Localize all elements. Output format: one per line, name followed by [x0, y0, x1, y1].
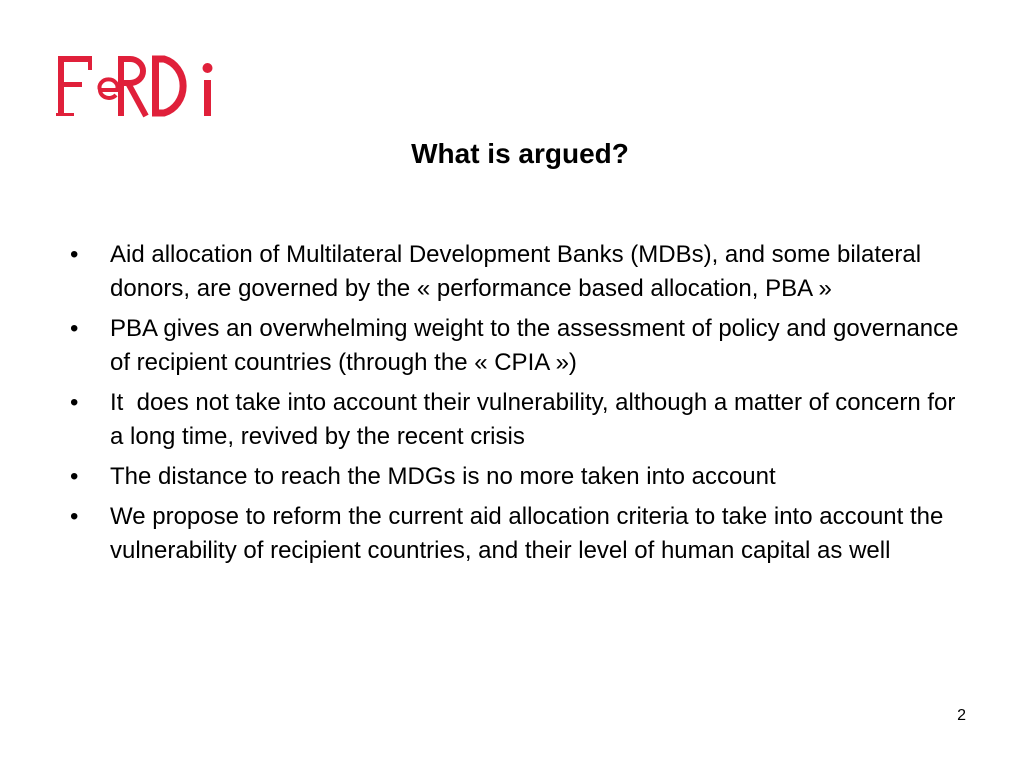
- bullet-item: [70, 312, 975, 380]
- bullet-marker: •: [70, 463, 79, 490]
- bullet-list: [70, 238, 975, 574]
- ferdi-logo: [56, 50, 226, 124]
- bullet-marker: •: [70, 389, 79, 416]
- bullet-marker: •: [70, 315, 79, 342]
- bullet-text: It does not take into account their vulnerability, although a matter of concern for a long time, revived by the recent crisis: [110, 389, 963, 450]
- bullet-text: PBA gives an overwhelming weight to the assessment of policy and governance of recipient countries (through the « CPIA »): [110, 315, 959, 376]
- bullet-marker: •: [70, 241, 79, 268]
- bullet-item: [70, 500, 975, 568]
- bullet-marker: •: [70, 503, 79, 530]
- page-number: 2: [957, 707, 966, 724]
- bullet-text: The distance to reach the MDGs is no more taken into account: [110, 463, 776, 490]
- bullet-item: [70, 238, 975, 306]
- bullet-text: We propose to reform the current aid allocation criteria to take into account the vulnerability of recipient countries, and their level of human capital as well: [110, 503, 944, 564]
- bullet-item: [70, 460, 975, 494]
- bullet-item: [70, 386, 975, 454]
- bullet-text: Aid allocation of Multilateral Development Banks (MDBs), and some bilateral donors, are governed by the « performance based allocation, PBA »: [110, 241, 922, 302]
- slide-title: What is argued?: [411, 138, 629, 169]
